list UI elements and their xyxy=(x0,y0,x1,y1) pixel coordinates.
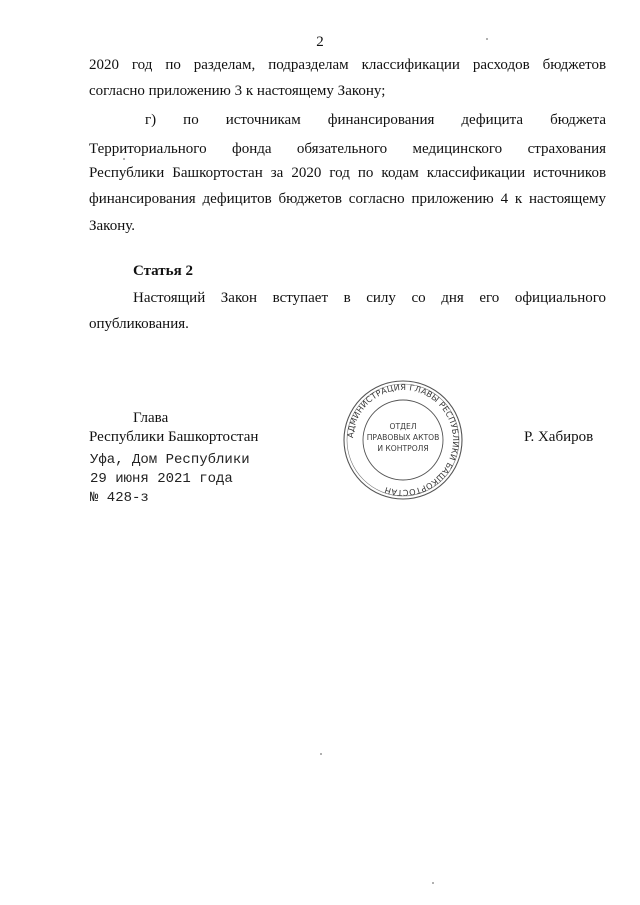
signing-date: 29 июня 2021 года xyxy=(90,471,233,487)
scan-speck xyxy=(320,753,322,755)
word: настоящему xyxy=(528,191,606,207)
word: медицинского xyxy=(412,141,503,157)
word: расходов xyxy=(472,57,530,73)
signature-title: Республики Башкортостан xyxy=(89,429,259,445)
word: Настоящий xyxy=(133,290,206,306)
word: со xyxy=(411,290,426,306)
paragraph-line xyxy=(145,111,606,130)
stamp-center-text: ОТДЕЛ xyxy=(389,422,417,431)
word: к xyxy=(514,191,523,207)
word: кодам xyxy=(381,165,419,181)
stamp-center-text: И КОНТРОЛЯ xyxy=(377,444,429,453)
word: классификации xyxy=(361,57,460,73)
word: бюджета xyxy=(550,112,607,128)
word: дефицитов xyxy=(202,191,272,207)
word: за xyxy=(270,165,284,181)
word: разделам, xyxy=(193,57,256,73)
paragraph-line: согласно приложению 3 к настоящему Закону; xyxy=(89,83,386,99)
word: г) по xyxy=(145,112,199,128)
word: в xyxy=(343,290,351,306)
paragraph-line xyxy=(133,289,606,308)
official-stamp xyxy=(339,380,467,500)
word: дефицита xyxy=(461,112,524,128)
word: вступает xyxy=(272,290,329,306)
word: дня xyxy=(441,290,464,306)
paragraph-line xyxy=(89,140,606,159)
word: фонда xyxy=(231,141,272,157)
word: классификации xyxy=(426,165,526,181)
word: обязательного xyxy=(296,141,388,157)
article-heading: Статья 2 xyxy=(133,263,193,279)
paragraph-line: опубликования. xyxy=(89,316,189,332)
page-number: 2 xyxy=(316,34,324,50)
stamp-ring-text: АДМИНИСТРАЦИЯ ГЛАВЫ РЕСПУБЛИКИ БАШКОРТОСТАН xyxy=(344,381,462,499)
word: год xyxy=(329,165,350,181)
scan-speck xyxy=(123,158,125,160)
scan-speck xyxy=(486,38,488,40)
word: 4 xyxy=(500,191,509,207)
paragraph-line xyxy=(89,164,606,183)
law-number: № 428-з xyxy=(90,490,149,506)
word: согласно xyxy=(348,191,405,207)
stamp-center-text: ПРАВОВЫХ АКТОВ xyxy=(366,433,440,442)
word: Территориального xyxy=(89,141,207,157)
word: подразделам xyxy=(268,57,349,73)
word: бюджетов xyxy=(278,191,342,207)
word: Башкортостан xyxy=(172,165,263,181)
word: по xyxy=(165,57,181,73)
word: финансирования xyxy=(327,112,435,128)
word: официального xyxy=(514,290,607,306)
word: источников xyxy=(533,165,607,181)
word: приложению xyxy=(411,191,494,207)
paragraph-line xyxy=(89,56,606,75)
word: Республики xyxy=(89,165,165,181)
word: силу xyxy=(366,290,396,306)
word: страхования xyxy=(527,141,607,157)
word: 2020 год xyxy=(89,57,153,73)
paragraph-line xyxy=(89,190,606,209)
scan-speck xyxy=(432,882,434,884)
word: источникам xyxy=(225,112,301,128)
word: его xyxy=(479,290,500,306)
word: бюджетов xyxy=(542,57,607,73)
word: финансирования xyxy=(89,191,196,207)
word: 2020 xyxy=(291,165,322,181)
paragraph-line: Закону. xyxy=(89,218,135,234)
signatory-name: Р. Хабиров xyxy=(524,429,594,445)
word: по xyxy=(357,165,374,181)
signing-place: Уфа, Дом Республики xyxy=(90,452,250,468)
word: Закон xyxy=(220,290,258,306)
signature-title: Глава xyxy=(133,410,169,426)
